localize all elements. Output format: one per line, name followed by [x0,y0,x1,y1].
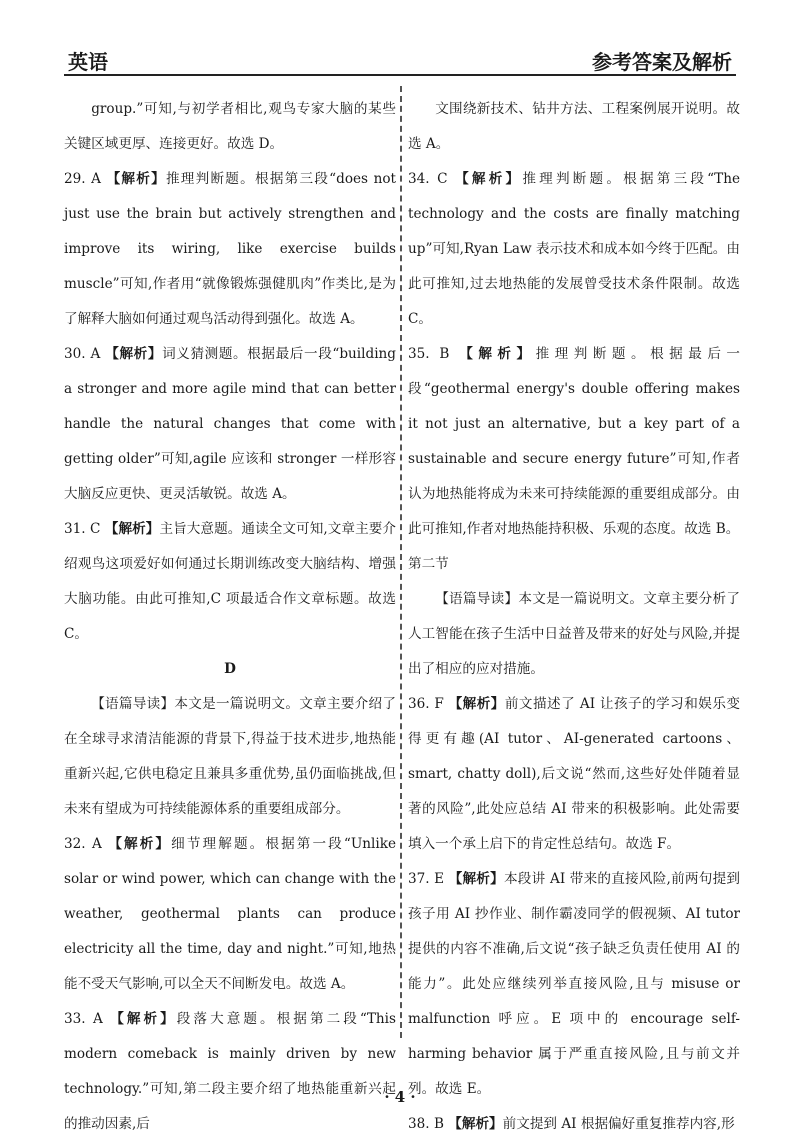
answer-item [64,512,396,652]
answer-item [64,1002,396,1142]
analysis-tag: 【解析】 [459,346,536,362]
analysis-text: 推理判断题。根据第三段“The technology and the costs are finally matching up”可知,Ryan Law 表示技术和成本如今终于匹配。由此可推知,过去地热能的发展曾受技术条件限制。故选 C。 [408,171,741,327]
part-heading [408,547,740,582]
continued-paragraph [64,92,396,162]
answer-item [408,337,740,547]
analysis-text: 细节理解题。根据第一段“Unlike solar or wind power, which can change with the weather, geothermal plants can produce electricity all the time, day and night.”可知,地热能不受天气影响,可以全天不间断发电。故选 A。 [64,836,397,992]
answer-item [408,162,740,337]
analysis-text: 主旨大意题。通读全文可知,文章主要介绍观鸟这项爱好如何通过长期训练改变大脑结构、增强大脑功能。由此可推知,C 项最适合作文章标题。故选 C。 [64,521,396,642]
analysis-text: 前文描述了 AI 让孩子的学习和娱乐变得更有趣(AI tutor、AI-generated cartoons、smart, chatty doll),后文说“然而,这些好处伴随着显著的风险”,此处应总结 AI 带来的积极影响。此处需要填入一个承上启下的肯定性总结句。故选 F。 [408,696,741,852]
reading-guide [64,687,396,827]
answer-number: 30. A [64,346,106,362]
analysis-tag: 【解析】 [108,836,172,852]
answer-number: 36. F [408,696,449,712]
answer-item [64,337,396,512]
answer-item [64,162,396,337]
continued-paragraph [408,92,740,162]
page-number: · 4 · [384,1088,416,1106]
answer-number: 37. E [408,871,449,887]
answer-item [64,827,396,1002]
analysis-text: 段落大意题。根据第二段“This modern comeback is mainly driven by new technology.”可知,第二段主要介绍了地热能重新兴起的推动因素,后 [64,1011,396,1132]
answer-number: 35. B [408,346,460,362]
answer-number: 32. A [64,836,109,852]
answer-number: 34. C [408,171,456,187]
answer-number: 33. A [64,1011,111,1027]
answer-number: 29. A [64,171,107,187]
answer-item [408,687,740,862]
part-heading-text: 第二节 [408,556,449,572]
subject-title: 英语 [68,50,108,74]
analysis-text: 前文提到 AI 根据偏好重复推荐内容,形 [502,1116,735,1132]
analysis-tag: 【解析】 [448,871,504,887]
document-title: 参考答案及解析 [592,50,732,74]
analysis-text: 推理判断题。根据第三段“does not just use the brain but actively strengthen and improve its wiring, like exercise builds muscle”可知,作者用“就像锻炼强健肌肉”作类比,是为了解释大脑如何通过观鸟活动得到强化。故选 A。 [64,171,396,327]
page-header [64,44,736,76]
answer-number: 31. C [64,521,105,537]
section-heading-text: D [224,661,236,677]
guide-text: 本文是一篇说明文。文章主要分析了人工智能在孩子生活中日益普及带来的好处与风险,并提出了相应的应对措施。 [408,591,741,677]
right-column [408,92,740,1142]
guide-text: 本文是一篇说明文。文章主要介绍了在全球寻求清洁能源的背景下,得益于技术进步,地热能重新兴起,它供电稳定且兼具多重优势,虽仍面临挑战,但未来有望成为可持续能源体系的重要组成部分。 [64,696,397,817]
column-divider [400,86,402,1038]
analysis-tag: 【解析】 [448,1116,503,1132]
analysis-tag: 【解析】 [110,1011,177,1027]
answer-item [408,862,740,1107]
guide-tag: 【语篇导读】 [91,696,175,712]
analysis-tag: 【解析】 [448,696,505,712]
analysis-tag: 【解析】 [104,521,160,537]
guide-tag: 【语篇导读】 [435,591,519,607]
analysis-tag: 【解析】 [455,171,523,187]
answer-number: 38. B [408,1116,449,1132]
paragraph-text: group.”可知,与初学者相比,观鸟专家大脑的某些关键区域更厚、连接更好。故选 D。 [64,101,396,152]
analysis-text: 词义猜测题。根据最后一段“building a stronger and more agile mind that can better handle the natural changes that come with getting older”可知,agile 应该和 stronger 一样形容大脑反应更快、更灵活敏锐。故选 A。 [64,346,397,502]
answer-item [408,1107,740,1142]
section-heading [64,652,396,687]
reading-guide [408,582,740,687]
paragraph-text: 文围绕新技术、钻井方法、工程案例展开说明。故选 A。 [408,101,740,152]
left-column [64,92,396,1142]
analysis-tag: 【解析】 [105,346,163,362]
analysis-text: 推理判断题。根据最后一段“geothermal energy's double offering makes it not just an alternative, but a key part of a sustainable and secure energy future”可知,作者认为地热能将成为未来可持续能源的重要组成部分。由此可推知,作者对地热能持积极、乐观的态度。故选 B。 [408,346,741,537]
analysis-text: 本段讲 AI 带来的直接风险,前两句提到孩子用 AI 抄作业、制作霸凌同学的假视频、AI tutor 提供的内容不准确,后文说“孩子缺乏负责任使用 AI 的能力”。此处应继续列举直接风险,且与 misuse or malfunction 呼应。E 项中的 encourage self-harming behavior 属于严重直接风险,且与前文并列。故选 E。 [408,871,740,1097]
analysis-tag: 【解析】 [106,171,166,187]
